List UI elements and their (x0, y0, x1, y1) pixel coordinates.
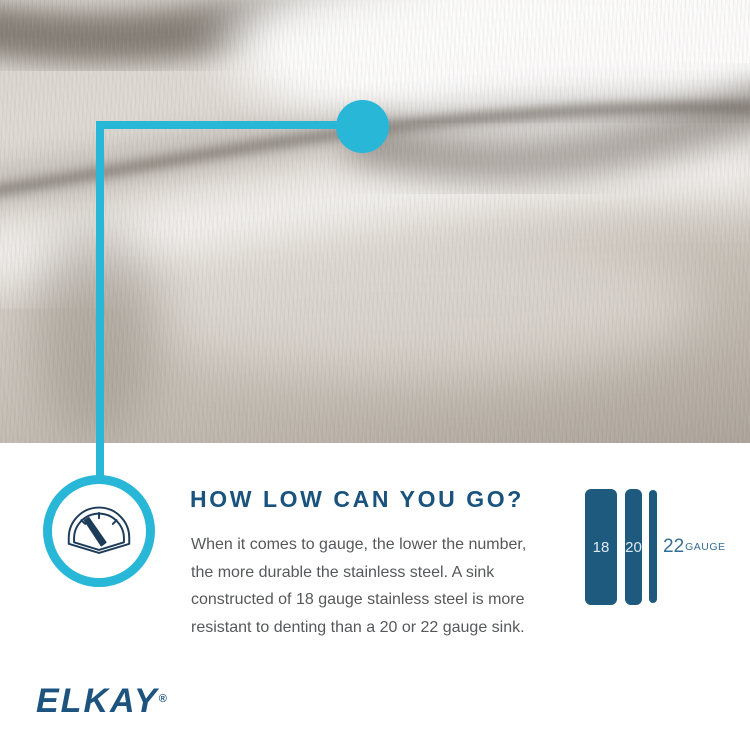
body-line: the more durable the stainless steel. A sink (191, 563, 495, 581)
gauge-bar-20-label: 20 (625, 538, 642, 556)
body-line: constructed of 18 gauge stainless steel is more (191, 591, 525, 608)
gauge-side-label-unit: GAUGE (685, 541, 726, 553)
callout-dot (336, 100, 389, 153)
elkay-logo (36, 682, 167, 721)
gauge-bar-18-label: 18 (592, 538, 610, 556)
gauge-icon-circle (43, 475, 155, 587)
gauge-bar-22 (649, 490, 657, 603)
elkay-logo-text: ELKAY (36, 682, 159, 720)
callout-vertical-line (96, 121, 104, 478)
registered-trademark-symbol: ® (158, 693, 167, 705)
gauge-side-label-value: 22 (663, 536, 685, 557)
section-heading: HOW LOW CAN YOU GO? (190, 486, 524, 512)
section-body (191, 531, 526, 641)
gauge-meter-icon (61, 500, 137, 562)
gauge-side-label (663, 489, 726, 605)
callout-horizontal-line (96, 121, 341, 129)
gauge-bar-20 (625, 489, 642, 605)
gauge-bar-18 (585, 489, 617, 605)
body-line: resistant to denting than a 20 or 22 gauge sink. (191, 618, 525, 636)
body-line: When it comes to gauge, the lower the number, (191, 536, 527, 553)
gauge-comparison-bars (585, 489, 726, 605)
